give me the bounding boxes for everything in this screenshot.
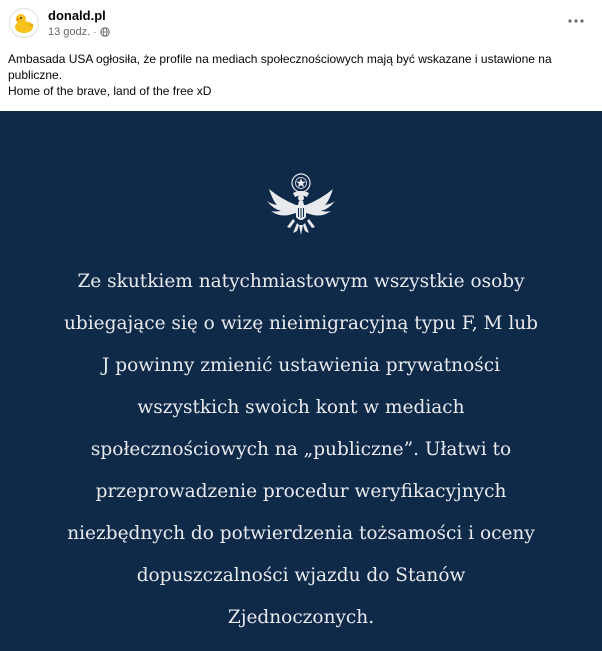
- statement-text: [20, 261, 582, 639]
- us-great-seal-icon: [263, 171, 339, 241]
- page-name-link[interactable]: donald.pl: [48, 8, 106, 23]
- post-meta: [48, 26, 110, 38]
- more-options-icon: [568, 19, 584, 23]
- post-timestamp[interactable]: 13 godz.: [48, 26, 91, 38]
- statement-line: niezbędnych do potwierdzenia tożsamości i oceny: [67, 523, 535, 544]
- statement-line: Zjednoczonych.: [227, 607, 375, 628]
- globe-icon: [100, 27, 110, 37]
- meta-separator: ·: [93, 26, 97, 38]
- post-image[interactable]: [0, 111, 602, 651]
- statement-line: J powinny zmienić ustawienia prywatności: [102, 355, 500, 376]
- statement-line: przeprowadzenie procedur weryfikacyjnych: [95, 481, 507, 502]
- statement-line: wszystkich swoich kont w mediach: [137, 397, 465, 418]
- page-avatar[interactable]: [9, 8, 39, 38]
- statement-line: ubiegające się o wizę nieimigracyjną typu F, M lub: [63, 313, 539, 334]
- duck-icon: [10, 9, 38, 37]
- caption-line: Ambasada USA ogłosiła, że profile na mediach społecznościowych mają być wskazane i ustawione na publiczne.: [8, 52, 552, 82]
- post-header: [0, 0, 602, 44]
- statement-line: społecznościowych na „publiczne”. Ułatwi to: [90, 439, 512, 460]
- statement-line: Ze skutkiem natychmiastowym wszystkie osoby: [77, 271, 525, 292]
- more-options-button[interactable]: [564, 10, 588, 32]
- caption-line: Home of the brave, land of the free xD: [8, 84, 212, 98]
- statement-line: dopuszczalności wjazdu do Stanów: [136, 565, 466, 586]
- post-caption: [8, 51, 593, 99]
